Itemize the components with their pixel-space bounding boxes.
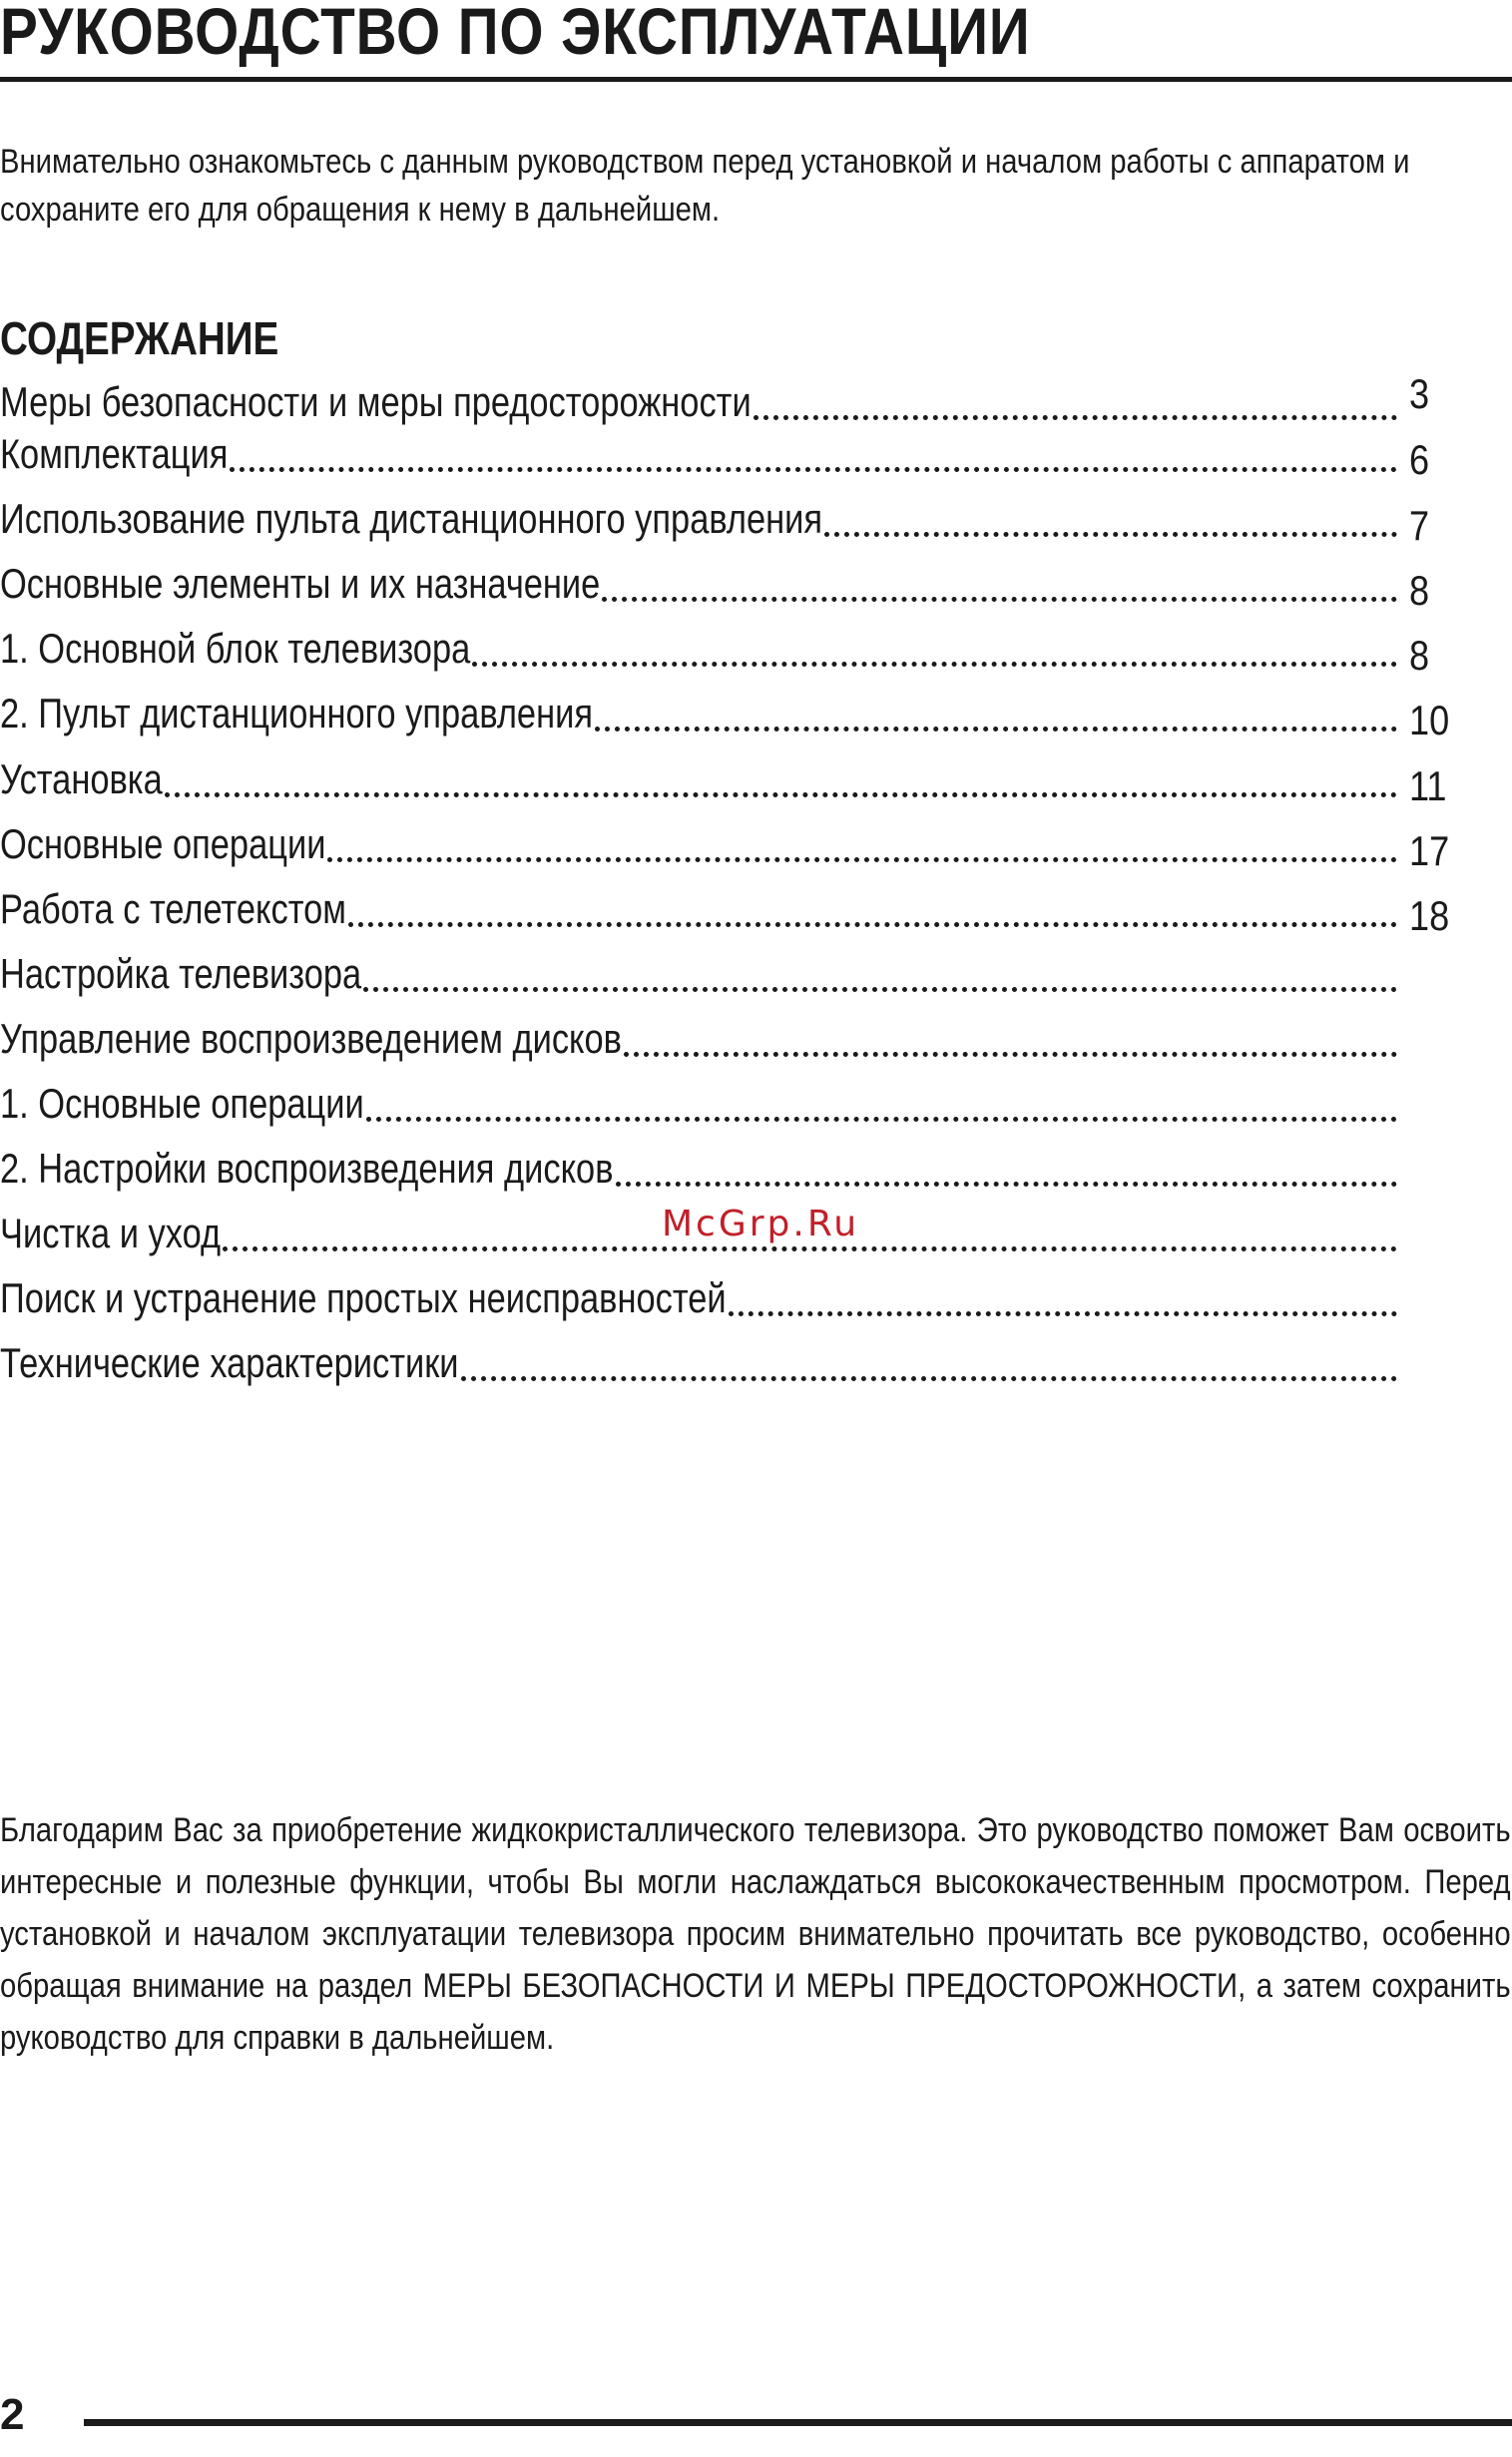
toc-item-page: 7 [1409, 502, 1430, 549]
toc-item-label: 1. Основные операции [0, 1080, 364, 1127]
toc-item-label: Меры безопасности и меры предосторожности [0, 378, 752, 425]
toc-item[interactable] [0, 816, 1397, 872]
toc-item[interactable] [0, 1076, 1397, 1132]
toc-item-label: Основные операции [0, 820, 326, 867]
toc-item-page: 17 [1409, 827, 1450, 874]
toc-item[interactable] [0, 556, 1397, 612]
toc-leader-dots [348, 922, 1397, 927]
toc-leader-dots [363, 987, 1397, 992]
toc-item[interactable] [0, 881, 1397, 937]
toc-item-page: 10 [1409, 697, 1450, 743]
toc-item-page: 8 [1409, 567, 1430, 614]
toc-item-label: Работа с телетекстом [0, 885, 346, 932]
watermark-text: McGrp.Ru [662, 1204, 860, 1244]
toc-item-page: 6 [1409, 436, 1430, 483]
toc-heading: СОДЕРЖАНИЕ [0, 312, 279, 364]
toc-item-label: 1. Основной блок телевизора [0, 625, 471, 672]
toc-item-page: 18 [1409, 892, 1450, 939]
page-number: 2 [0, 2390, 25, 2439]
toc-leader-dots [230, 467, 1397, 472]
toc-item-label: 2. Настройки воспроизведения дисков [0, 1145, 614, 1192]
toc-leader-dots [327, 857, 1397, 862]
toc-item-label: Установка [0, 755, 163, 802]
page-title: РУКОВОДСТВО ПО ЭКСПЛУАТАЦИИ [0, 0, 1031, 68]
toc-item[interactable] [0, 751, 1397, 807]
toc-item-label: Комплектация [0, 430, 229, 477]
closing-paragraph: Благодарим Вас за приобретение жидкокристаллического телевизора. Это руководство поможет Вам освоить интересные и полезные функции, чтобы Вы могли наслаждаться высококачественным просмотром. Перед установкой и началом эксплуатации телевизора просим внимательно прочитать все руководство, особенно обращая внимание на раздел МЕРЫ БЕЗОПАСНОСТИ И МЕРЫ ПРЕДОСТОРОЖНОСТИ, а затем сохранить руководство для справки в дальнейшем. [0, 1811, 1511, 2057]
toc-item-label: Настройка телевизора [0, 950, 362, 997]
toc-leader-dots [223, 1246, 1397, 1251]
toc-leader-dots [366, 1117, 1397, 1122]
toc-item-label: Чистка и уход [0, 1210, 222, 1256]
toc-item-label: 2. Пульт дистанционного управления [0, 690, 594, 737]
toc-item[interactable] [0, 491, 1397, 547]
toc-item-label: Основные элементы и их назначение [0, 560, 601, 607]
intro-paragraph: Внимательно ознакомьтесь с данным руководством перед установкой и началом работы с аппаратом и сохраните его для обращения к нему в дальнейшем. [0, 143, 1410, 229]
toc-leader-dots [624, 1052, 1397, 1057]
toc-item[interactable] [0, 946, 1397, 1002]
toc-item-page: 3 [1409, 370, 1430, 417]
toc-item-label: Управление воспроизведением дисков [0, 1015, 622, 1062]
toc-item[interactable] [0, 1141, 1397, 1197]
footer-rule [84, 2419, 1512, 2426]
title-underline [0, 77, 1512, 82]
toc-item-page: 8 [1409, 632, 1430, 679]
toc-item[interactable] [0, 1011, 1397, 1067]
toc-leader-dots [472, 662, 1397, 667]
toc-item[interactable] [0, 1335, 1397, 1391]
toc-item[interactable] [0, 1270, 1397, 1326]
toc-leader-dots [461, 1376, 1397, 1381]
toc-item[interactable] [0, 426, 1397, 482]
toc-leader-dots [165, 792, 1397, 797]
toc-leader-dots [824, 532, 1397, 537]
toc-leader-dots [754, 415, 1397, 420]
toc-item-label: Поиск и устранение простых неисправностей [0, 1274, 727, 1321]
toc-item[interactable] [0, 621, 1397, 677]
toc-item-label: Технические характеристики [0, 1339, 459, 1386]
toc-leader-dots [616, 1182, 1398, 1187]
toc-leader-dots [729, 1311, 1397, 1316]
toc-item-label: Использование пульта дистанционного управления [0, 495, 823, 542]
toc-item[interactable] [0, 686, 1397, 741]
toc-leader-dots [595, 727, 1397, 732]
toc-item-page: 11 [1409, 762, 1447, 809]
toc-item[interactable] [0, 374, 1397, 430]
toc-leader-dots [602, 597, 1397, 602]
